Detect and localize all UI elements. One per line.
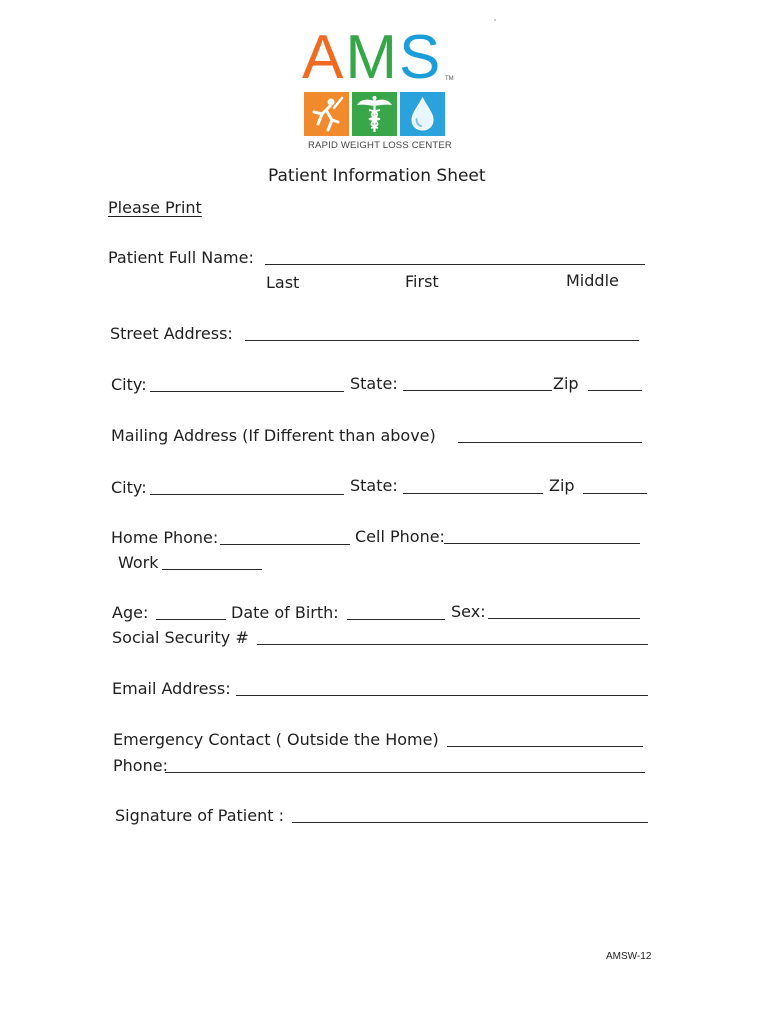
- mailing-address-label: Mailing Address (If Different than above): [111, 426, 436, 445]
- email-label: Email Address:: [112, 679, 231, 698]
- city-field[interactable]: [150, 391, 344, 392]
- mailing-zip-label: Zip: [549, 476, 575, 495]
- mailing-state-label: State:: [350, 476, 398, 495]
- state-label: State:: [350, 374, 398, 393]
- work-phone-label: Work: [118, 553, 159, 572]
- sex-field[interactable]: [488, 618, 640, 619]
- ssn-label: Social Security #: [112, 628, 249, 647]
- name-part-middle: Middle: [566, 271, 619, 290]
- emergency-contact-label: Emergency Contact ( Outside the Home): [113, 730, 439, 749]
- zip-field[interactable]: [588, 390, 642, 391]
- work-phone-field[interactable]: [162, 569, 262, 570]
- street-address-field[interactable]: [245, 340, 639, 341]
- emergency-phone-label: Phone:: [113, 756, 168, 775]
- logo-wordmark: [302, 23, 458, 92]
- home-phone-label: Home Phone:: [111, 528, 219, 547]
- mailing-zip-field[interactable]: [583, 493, 647, 494]
- state-field[interactable]: [403, 390, 552, 391]
- water-drop-icon: [400, 92, 445, 136]
- emergency-contact-field[interactable]: [447, 746, 643, 747]
- city-label: City:: [111, 375, 147, 394]
- trademark-mark: TM: [445, 76, 454, 82]
- mailing-state-field[interactable]: [403, 493, 543, 494]
- logo-letter-m: M: [345, 23, 400, 92]
- street-address-label: Street Address:: [110, 324, 233, 343]
- cell-phone-label: Cell Phone:: [355, 527, 445, 546]
- logo-letter-s: S: [399, 23, 443, 92]
- zip-label: Zip: [553, 374, 579, 393]
- ssn-field[interactable]: [257, 644, 648, 645]
- logo-tiles: [304, 92, 452, 136]
- name-part-last: Last: [266, 273, 300, 292]
- form-title: Patient Information Sheet: [268, 166, 486, 186]
- signature-field[interactable]: [292, 822, 648, 823]
- age-label: Age:: [112, 603, 149, 622]
- mailing-address-field[interactable]: [458, 442, 642, 443]
- home-phone-field[interactable]: [220, 544, 350, 545]
- sex-label: Sex:: [451, 602, 486, 621]
- form-code: AMSW-12: [606, 951, 652, 962]
- logo-letter-a: A: [302, 23, 346, 92]
- dob-label: Date of Birth:: [231, 603, 339, 622]
- email-field[interactable]: [236, 695, 648, 696]
- caduceus-icon: [352, 92, 397, 136]
- name-part-first: First: [405, 272, 439, 291]
- full-name-label: Patient Full Name:: [108, 248, 254, 267]
- mailing-city-label: City:: [111, 478, 147, 497]
- runner-icon: [304, 92, 349, 136]
- age-field[interactable]: [156, 619, 226, 620]
- cell-phone-field[interactable]: [444, 543, 640, 544]
- dob-field[interactable]: [347, 619, 445, 620]
- scan-speck: [494, 19, 496, 21]
- signature-label: Signature of Patient :: [115, 806, 284, 825]
- emergency-phone-field[interactable]: [165, 772, 645, 773]
- logo-tagline: RAPID WEIGHT LOSS CENTER: [308, 140, 452, 151]
- mailing-city-field[interactable]: [150, 494, 344, 495]
- full-name-field[interactable]: [265, 264, 645, 265]
- ams-logo: [302, 23, 458, 154]
- instruction-text: Please Print: [108, 198, 202, 217]
